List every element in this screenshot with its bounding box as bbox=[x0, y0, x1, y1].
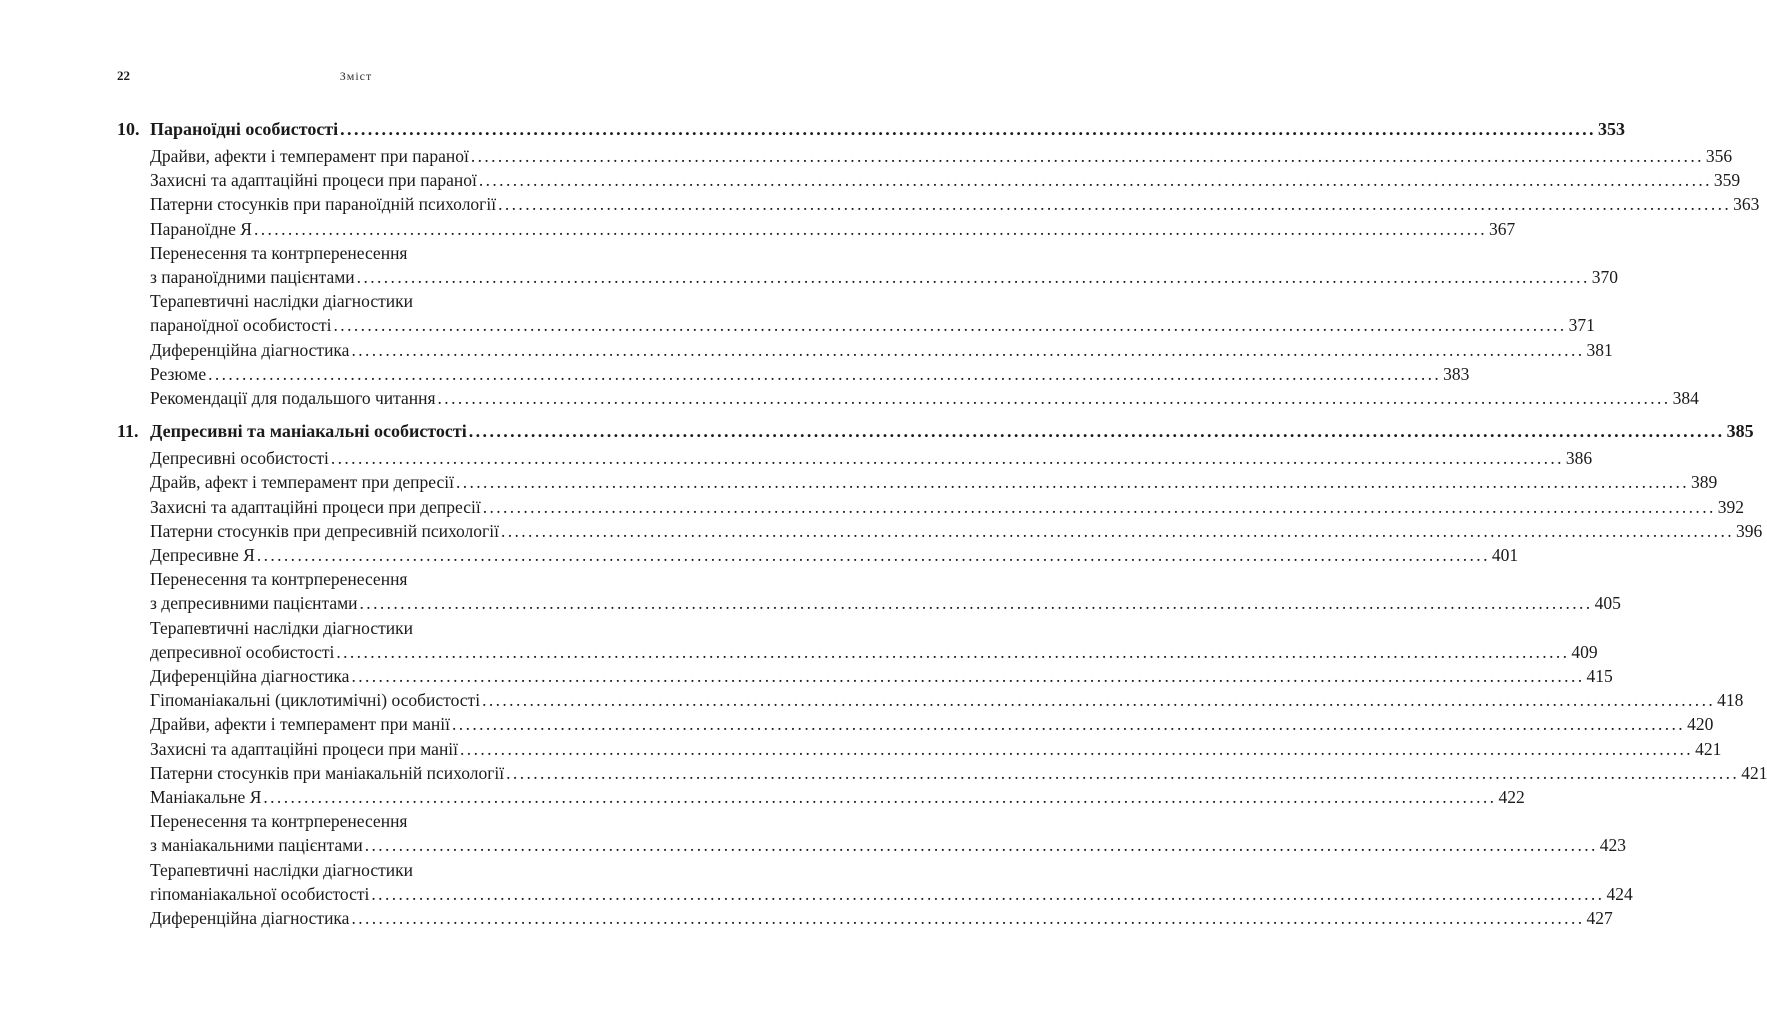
toc-entry bbox=[150, 761, 1767, 785]
leader-dots bbox=[483, 495, 1716, 519]
entry-page: 420 bbox=[1687, 714, 1714, 735]
leader-dots bbox=[471, 144, 1704, 168]
toc-entry bbox=[150, 192, 1760, 216]
entry-title: Диференційна діагностика bbox=[150, 666, 350, 687]
entry-page: 409 bbox=[1571, 641, 1598, 662]
leader-dots bbox=[351, 338, 1584, 362]
chapter-number: 10. bbox=[117, 119, 140, 139]
entry-page: 363 bbox=[1733, 194, 1760, 215]
leader-dots bbox=[360, 591, 1593, 615]
entry-line bbox=[150, 192, 1760, 216]
entry-page: 396 bbox=[1736, 520, 1763, 541]
entry-title: Патерни стосунків при депресивній психології bbox=[150, 520, 499, 541]
entry-title-line: Перенесення та контрперенесення bbox=[150, 242, 408, 263]
entry-title-line: Терапевтичні наслідки діагностики bbox=[150, 859, 414, 880]
entry-line bbox=[150, 519, 1763, 543]
leader-dots bbox=[351, 664, 1584, 688]
entry-line bbox=[150, 640, 1598, 664]
toc-entry bbox=[150, 144, 1733, 168]
entry-line bbox=[150, 217, 1516, 241]
table-of-contents bbox=[117, 114, 1767, 930]
leader-dots bbox=[460, 737, 1693, 761]
entry-page: 367 bbox=[1489, 218, 1516, 239]
chapter-heading bbox=[117, 114, 1625, 144]
leader-dots bbox=[351, 906, 1584, 930]
entry-title: Драйв, афект і темперамент при депресії bbox=[150, 472, 454, 493]
chapter-title: Параноїдні особистості bbox=[150, 119, 339, 139]
toc-entry bbox=[150, 470, 1718, 494]
entry-line bbox=[150, 470, 1718, 494]
leader-dots bbox=[334, 313, 1567, 337]
toc-entry bbox=[150, 616, 1598, 664]
entry-line bbox=[150, 737, 1722, 761]
entry-page: 401 bbox=[1491, 545, 1519, 566]
leader-dots bbox=[340, 114, 1596, 144]
chapter-entries bbox=[150, 446, 1767, 930]
entry-title: Драйви, афекти і темперамент при манії bbox=[150, 714, 451, 735]
entry-page: 359 bbox=[1713, 170, 1741, 191]
entry-line bbox=[150, 688, 1744, 712]
entry-page: 356 bbox=[1705, 146, 1733, 166]
entry-title: з депресивними пацієнтами bbox=[150, 593, 358, 614]
entry-title: Захисні та адаптаційні процеси при манії bbox=[150, 738, 459, 759]
entry-title: з параноїдними пацієнтами bbox=[150, 267, 355, 288]
entry-line bbox=[150, 664, 1613, 688]
entry-title: депресивної особистості bbox=[150, 641, 335, 662]
toc-entry bbox=[150, 386, 1699, 410]
entry-page: 421 bbox=[1695, 738, 1722, 759]
leader-dots bbox=[506, 761, 1739, 785]
toc-entry bbox=[150, 785, 1525, 809]
entry-line bbox=[150, 338, 1613, 362]
entry-page: 422 bbox=[1498, 787, 1525, 808]
entry-line bbox=[150, 591, 1621, 615]
entry-line bbox=[150, 144, 1733, 168]
entry-line bbox=[150, 761, 1767, 785]
entry-title: Рекомендації для подальшого читання bbox=[150, 388, 436, 409]
toc-entry bbox=[150, 217, 1516, 241]
leader-dots bbox=[208, 362, 1441, 386]
toc-entry bbox=[150, 362, 1470, 386]
entry-page: 421 bbox=[1741, 762, 1767, 783]
leader-dots bbox=[263, 785, 1496, 809]
entry-page: 423 bbox=[1599, 835, 1627, 856]
chapter-entries bbox=[150, 144, 1760, 410]
toc-entry bbox=[150, 168, 1741, 192]
entry-line bbox=[150, 785, 1525, 809]
entry-page: 383 bbox=[1443, 363, 1470, 384]
chapter-block bbox=[117, 114, 1760, 410]
entry-title: Драйви, афекти і темперамент при параноï bbox=[150, 146, 469, 166]
leader-dots bbox=[438, 386, 1671, 410]
leader-dots bbox=[482, 688, 1715, 712]
entry-page: 424 bbox=[1606, 883, 1633, 904]
entry-title: Захисні та адаптаційні процеси при депресії bbox=[150, 496, 481, 517]
toc-entry bbox=[150, 688, 1744, 712]
leader-dots bbox=[336, 640, 1569, 664]
entry-title: Гіпоманіакальні (циклотимічні) особистості bbox=[150, 690, 481, 711]
entry-line bbox=[150, 446, 1593, 470]
entry-title: Депресивне Я bbox=[150, 545, 255, 566]
chapter-page: 353 bbox=[1597, 119, 1625, 139]
toc-entry bbox=[150, 289, 1595, 337]
entry-title: з маніакальними пацієнтами bbox=[150, 835, 363, 856]
entry-line bbox=[150, 495, 1745, 519]
page-header bbox=[0, 68, 712, 88]
chapter-page: 385 bbox=[1726, 421, 1754, 442]
chapter-line bbox=[150, 114, 1625, 144]
running-title: Зміст bbox=[339, 69, 373, 83]
leader-dots bbox=[501, 519, 1734, 543]
chapter-line bbox=[150, 416, 1754, 446]
entry-page: 384 bbox=[1672, 388, 1699, 409]
chapter-title: Депресивні та маніакальні особистості bbox=[150, 421, 467, 442]
entry-title: Патерни стосунків при параноїдній психології bbox=[150, 194, 497, 215]
leader-dots bbox=[331, 446, 1564, 470]
entry-page: 389 bbox=[1691, 472, 1718, 493]
toc-entry bbox=[150, 712, 1714, 736]
leader-dots bbox=[469, 416, 1725, 446]
entry-page: 392 bbox=[1717, 496, 1745, 517]
entry-page: 418 bbox=[1717, 690, 1744, 711]
entry-title: Резюме bbox=[150, 363, 207, 384]
entry-title: Диференційна діагностика bbox=[150, 908, 350, 929]
entry-line bbox=[150, 833, 1627, 857]
toc-entry bbox=[150, 906, 1613, 930]
leader-dots bbox=[257, 543, 1490, 567]
toc-entry bbox=[150, 241, 1618, 289]
page-number: 22 bbox=[117, 68, 130, 83]
toc-entry bbox=[150, 809, 1627, 857]
entry-line bbox=[150, 362, 1470, 386]
entry-page: 386 bbox=[1565, 448, 1593, 469]
leader-dots bbox=[479, 168, 1712, 192]
entry-line bbox=[150, 543, 1519, 567]
leader-dots bbox=[371, 882, 1604, 906]
toc-entry bbox=[150, 858, 1633, 906]
entry-title: Патерни стосунків при маніакальній психології bbox=[150, 762, 505, 783]
entry-line bbox=[150, 906, 1613, 930]
entry-title-line: Перенесення та контрперенесення bbox=[150, 811, 408, 832]
leader-dots bbox=[365, 833, 1598, 857]
entry-page: 381 bbox=[1586, 339, 1613, 360]
entry-title-line: Терапевтичні наслідки діагностики bbox=[150, 617, 414, 638]
entry-title: Параноїдне Я bbox=[150, 218, 252, 239]
chapter-block bbox=[117, 416, 1767, 930]
toc-entry bbox=[150, 338, 1613, 362]
entry-page: 427 bbox=[1586, 908, 1613, 929]
entry-page: 371 bbox=[1568, 315, 1595, 336]
entry-page: 405 bbox=[1594, 593, 1621, 614]
entry-title: гіпоманіакальної особистості bbox=[150, 883, 370, 904]
entry-title: Диференційна діагностика bbox=[150, 339, 350, 360]
toc-entry bbox=[150, 664, 1613, 688]
entry-line bbox=[150, 712, 1714, 736]
entry-line bbox=[150, 386, 1699, 410]
entry-line bbox=[150, 882, 1633, 906]
entry-page: 370 bbox=[1591, 267, 1618, 288]
chapter-number: 11. bbox=[117, 421, 139, 442]
entry-title: Депресивні особистості bbox=[150, 448, 329, 469]
entry-page: 415 bbox=[1586, 666, 1613, 687]
leader-dots bbox=[456, 470, 1689, 494]
entry-line bbox=[150, 313, 1595, 337]
leader-dots bbox=[357, 265, 1590, 289]
leader-dots bbox=[254, 217, 1487, 241]
toc-entry bbox=[150, 737, 1722, 761]
leader-dots bbox=[498, 192, 1731, 216]
toc-entry bbox=[150, 543, 1519, 567]
entry-title: параноїдної особистості bbox=[150, 315, 332, 336]
toc-entry bbox=[150, 519, 1763, 543]
leader-dots bbox=[452, 712, 1685, 736]
entry-title-line: Перенесення та контрперенесення bbox=[150, 569, 408, 590]
entry-line bbox=[150, 265, 1618, 289]
toc-entry bbox=[150, 446, 1593, 470]
toc-entry bbox=[150, 567, 1621, 615]
toc-entry bbox=[150, 495, 1745, 519]
entry-line bbox=[150, 168, 1741, 192]
entry-title: Захисні та адаптаційні процеси при параноï bbox=[150, 170, 477, 191]
chapter-heading bbox=[117, 416, 1754, 446]
entry-title: Маніакальне Я bbox=[150, 787, 262, 808]
entry-title-line: Терапевтичні наслідки діагностики bbox=[150, 291, 414, 312]
